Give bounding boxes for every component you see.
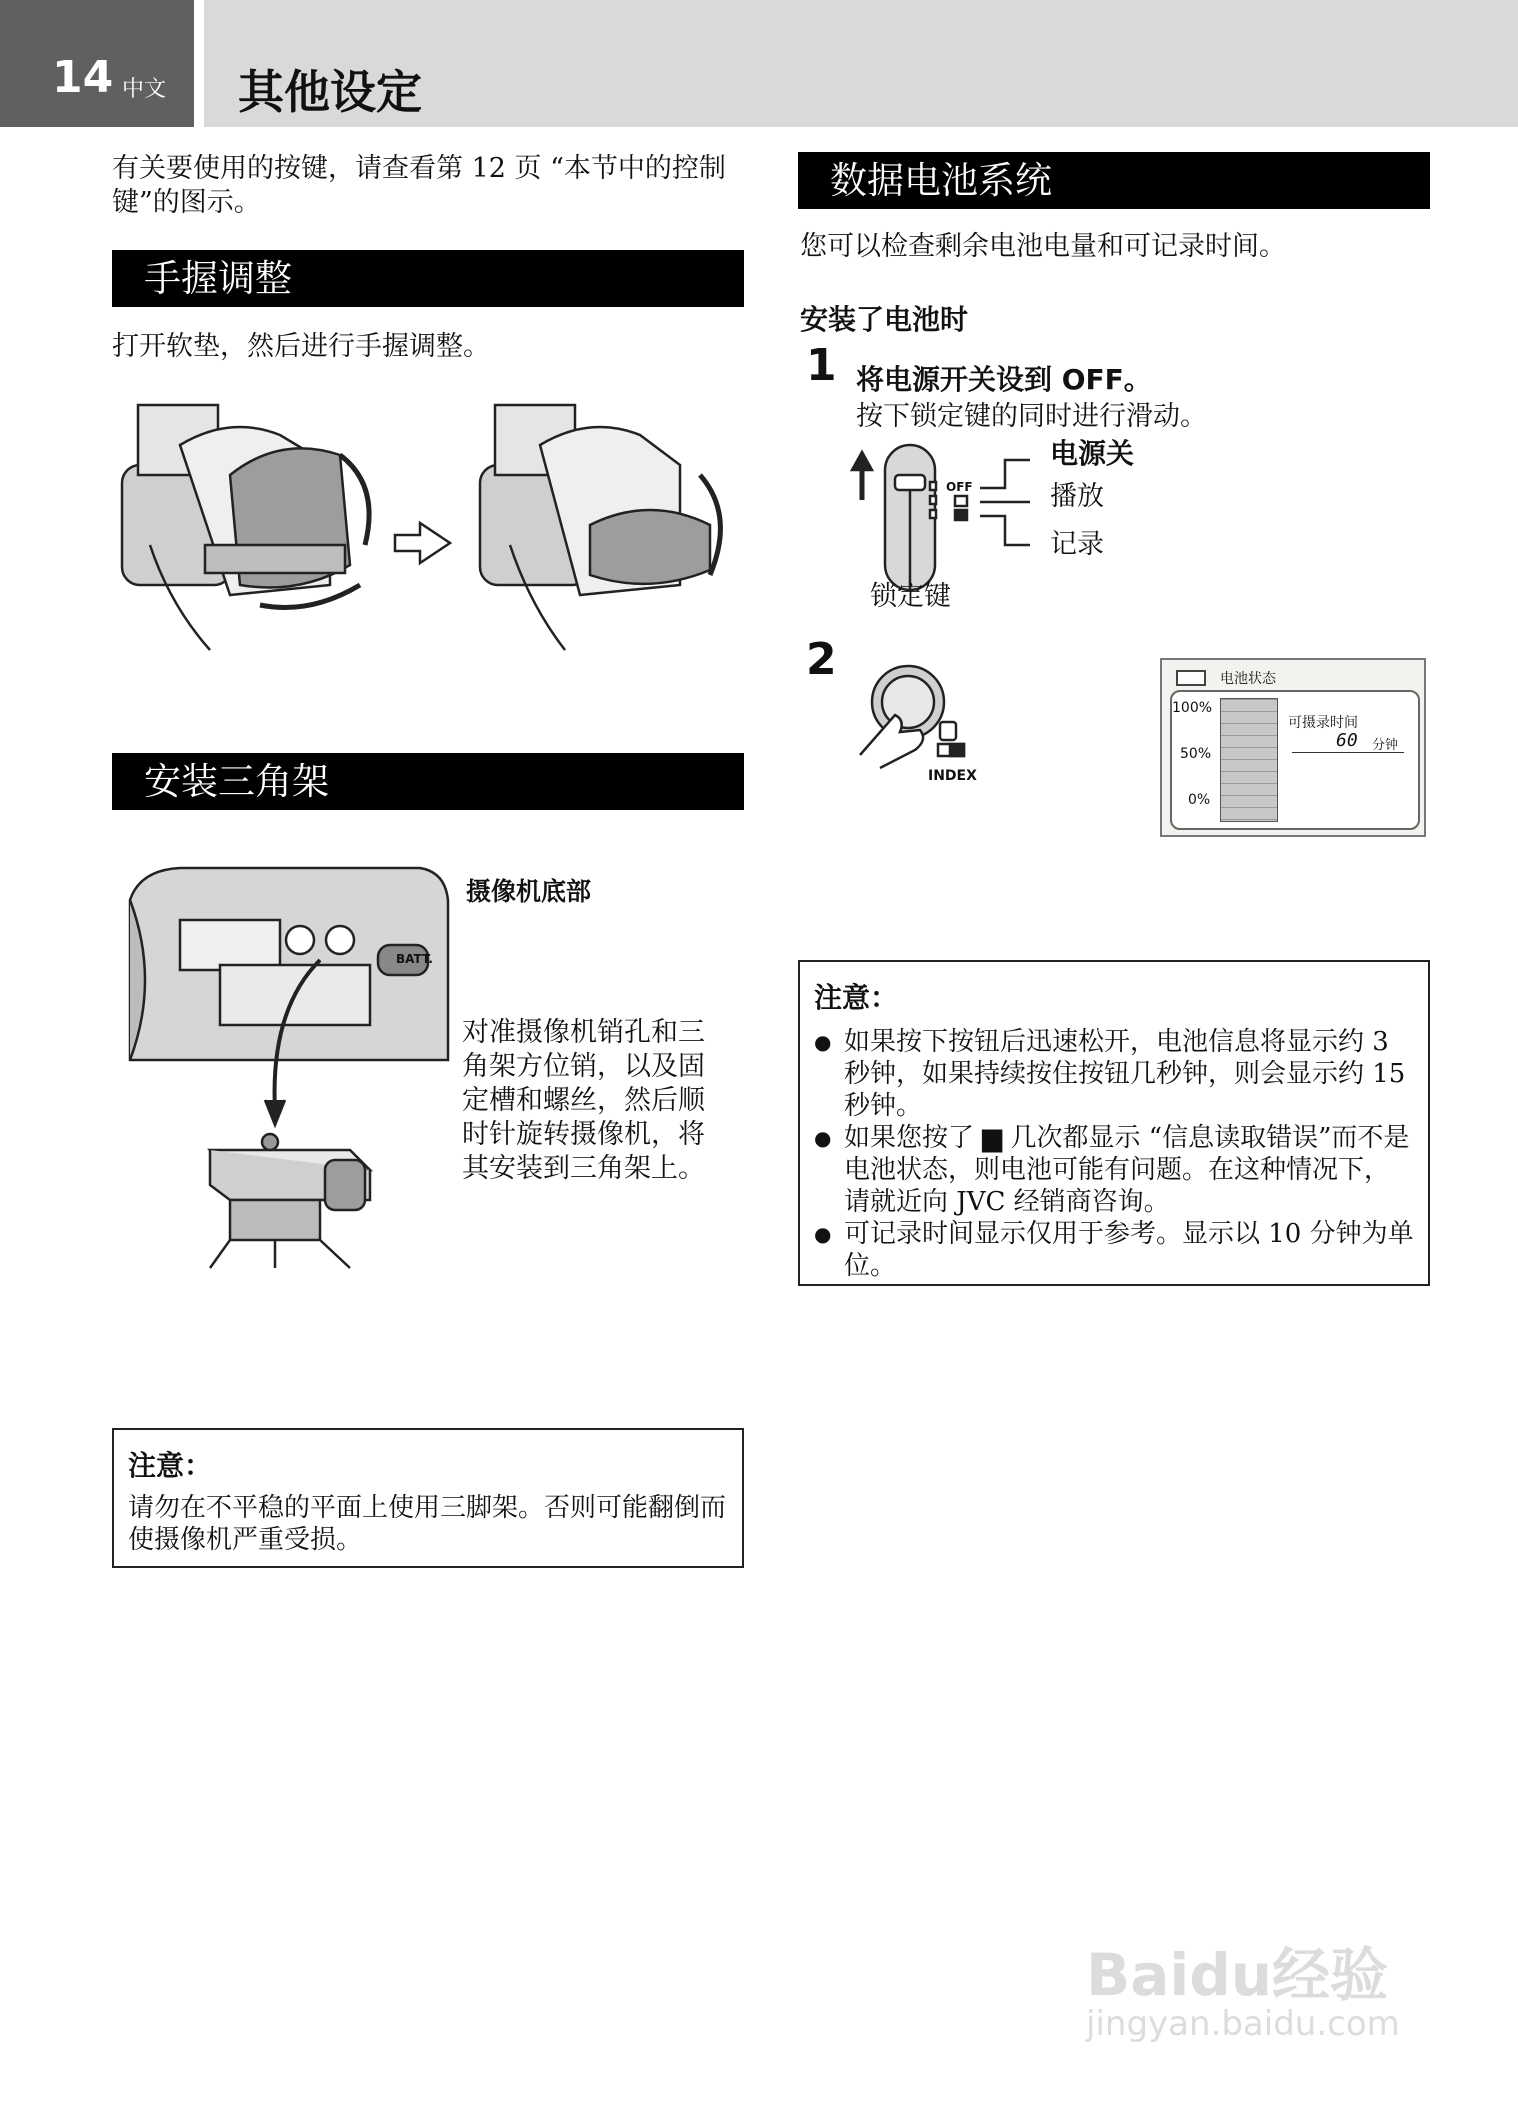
rec-time-value: 60 — [1336, 730, 1358, 751]
lock-key-label: 锁定键 — [870, 581, 951, 612]
note-item: ● 如果您按了 ▆ 几次都显示 “信息读取错误”而不是电池状态，则电池可能有问题。在这种情况下，请就近向 JVC 经销商咨询。 — [814, 1122, 1414, 1218]
watermark-url: jingyan.baidu.com — [1086, 2004, 1400, 2044]
camera-bottom-label: 摄像机底部 — [466, 877, 592, 906]
page-title: 其他设定 — [238, 65, 422, 119]
battery-level-bar — [1220, 698, 1278, 822]
pct-100: 100% — [1172, 700, 1213, 716]
note-list — [814, 1026, 1414, 1282]
switch-off-mark: OFF — [946, 480, 973, 494]
battery-subheading: 安装了电池时 — [800, 303, 969, 336]
rec-time-unit: 分钟 — [1372, 738, 1399, 753]
tripod-note-box — [112, 1428, 744, 1568]
pct-50: 50% — [1180, 746, 1212, 762]
screen-title: 电池状态 — [1220, 671, 1276, 687]
label-record: 记录 — [1050, 529, 1104, 560]
step-1-desc: 按下锁定键的同时进行滑动。 — [856, 401, 1207, 432]
page-number: 14 — [52, 52, 114, 103]
label-playback: 播放 — [1050, 481, 1104, 512]
note-item: ● 如果按下按钮后迅速松开，电池信息将显示约 3 秒钟，如果持续按住按钮几秒钟，则会显示约 15 秒钟。 — [814, 1026, 1414, 1122]
tripod-mount-illustration — [120, 860, 460, 1270]
section-heading-grip: 手握调整 — [112, 250, 744, 307]
rec-time-label: 可摄录时间 — [1288, 715, 1358, 731]
grip-adjust-illustration — [110, 395, 750, 655]
step-1-title: 将电源开关设到 OFF。 — [856, 363, 1152, 396]
pct-0: 0% — [1188, 792, 1211, 808]
label-power-off: 电源关 — [1050, 437, 1135, 470]
batt-label: BATT. — [396, 952, 433, 966]
note-text: 请勿在不平稳的平面上使用三脚架。否则可能翻倒而使摄像机严重受损。 — [128, 1493, 727, 1555]
battery-icon — [1176, 670, 1206, 686]
section-heading-tripod: 安装三角架 — [112, 753, 744, 810]
intro-text: 有关要使用的按键，请查看第 12 页 “本节中的控制键”的图示。 — [112, 153, 726, 218]
section-heading-battery: 数据电池系统 — [798, 152, 1430, 209]
index-label: INDEX — [928, 768, 977, 784]
note-item: ● 可记录时间显示仅用于参考。显示以 10 分钟为单位。 — [814, 1218, 1414, 1282]
step-2-number: 2 — [806, 634, 837, 685]
step-1-number: 1 — [806, 340, 837, 391]
page-number-block — [0, 0, 194, 127]
note-title: 注意： — [814, 981, 899, 1014]
index-button-illustration — [850, 660, 980, 770]
tripod-text: 对准摄像机销孔和三角架方位销，以及固定槽和螺丝，然后顺时针旋转摄像机，将其安装到三角架上。 — [462, 1017, 705, 1184]
language-label: 中文 — [122, 77, 167, 102]
grip-text: 打开软垫，然后进行手握调整。 — [112, 331, 490, 362]
battery-intro: 您可以检查剩余电池电量和可记录时间。 — [800, 231, 1286, 262]
battery-note-box — [798, 960, 1430, 1286]
note-title: 注意： — [128, 1449, 213, 1482]
watermark-brand: Baidu经验 — [1086, 1941, 1389, 2009]
battery-status-screen — [1160, 658, 1426, 837]
